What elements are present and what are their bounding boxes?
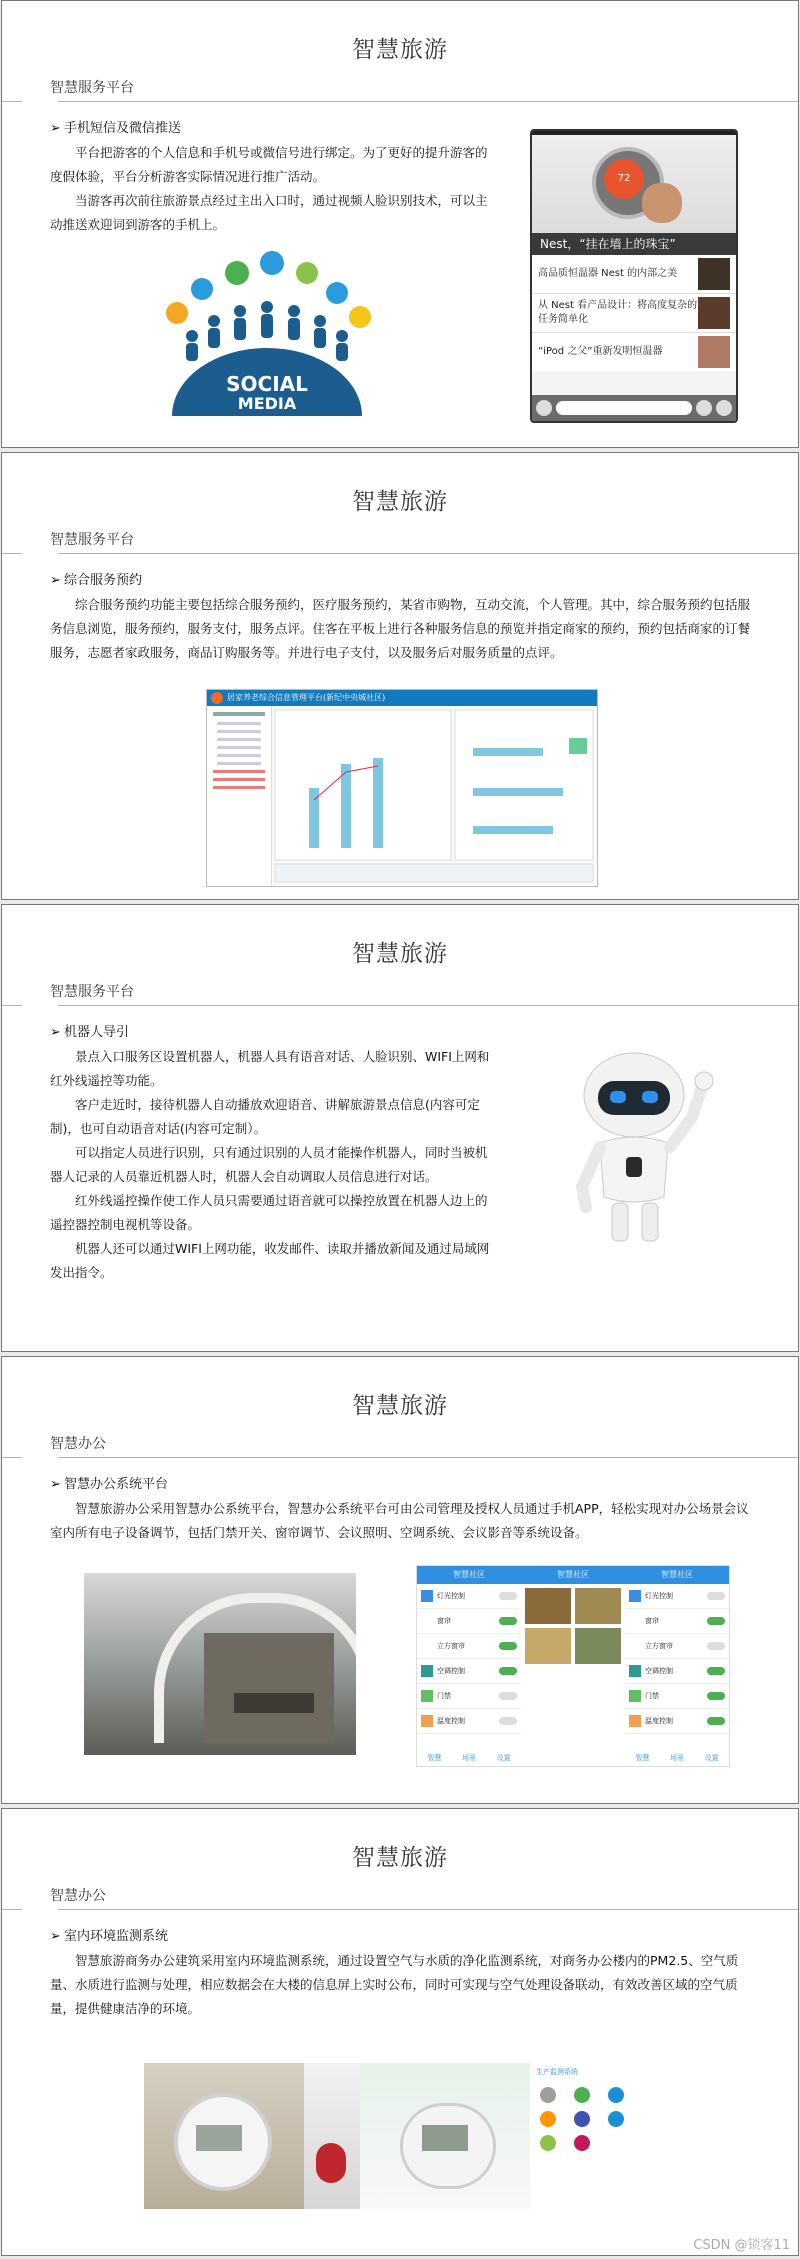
tab[interactable]: 场景 [669, 1754, 684, 1762]
dashboard-sidebar [207, 706, 272, 886]
tablet-icon [326, 282, 348, 304]
sensor-icon[interactable] [540, 2111, 556, 2127]
app-header: 智慧社区 [625, 1566, 729, 1584]
speaker-icon[interactable] [536, 400, 552, 416]
slide-title: 智慧旅游 [352, 941, 448, 967]
app-header: 智慧社区 [417, 1566, 521, 1584]
paragraph: 智慧旅游商务办公建筑采用室内环境监测系统，通过设置空气与水质的净化监测系统，对商务办公楼内的PM2.5、空气质量、水质进行监测与处理，相应数据会在大楼的信息屏上实时公布，同时可实现与空气处理设备联动，有效改善区域的空气质量，提供健康洁净的环境。 [50, 1953, 739, 2016]
paragraph: 当游客再次前往旅游景点经过主出入口时，通过视频人脸识别技术，可以主动推送欢迎词到游客的手机上。 [50, 193, 488, 232]
list-item[interactable]: 从 Nest 看产品设计：将高度复杂的任务简单化 [532, 294, 736, 333]
section-heading: ➢ 综合服务预约 [50, 569, 750, 593]
sensor-icon[interactable] [574, 2087, 590, 2103]
interior-photo [304, 2063, 360, 2209]
divider [2, 1457, 798, 1458]
slide-subtitle: 智慧服务平台 [50, 984, 134, 1000]
dashboard-charts [273, 708, 595, 884]
monitor-collage [144, 2063, 644, 2209]
sensor-icon[interactable] [540, 2087, 556, 2103]
list-item[interactable]: 温度控制 [417, 1709, 521, 1734]
sensor-icon[interactable] [608, 2111, 624, 2127]
arrow-bullet-icon: ➢ [50, 1025, 61, 1040]
arrow-bullet-icon: ➢ [50, 1477, 61, 1492]
list-item[interactable]: 高品质恒温器 Nest 的内部之美 [532, 255, 736, 294]
cloud-icon [260, 251, 284, 275]
app-screen-left [417, 1566, 522, 1766]
list-item[interactable]: 空调控制 [625, 1659, 729, 1684]
scene-thumbnail[interactable] [525, 1588, 571, 1624]
plus-icon[interactable] [716, 400, 732, 416]
tab[interactable]: 场景 [461, 1754, 476, 1762]
section-heading: ➢ 室内环境监测系统 [50, 1925, 750, 1949]
thermostat-photo [532, 135, 736, 233]
slide-body [50, 1925, 750, 2021]
thermostat-value: 72 [604, 159, 644, 199]
phone-mockup [530, 129, 738, 423]
app-title: 生产监测系统 [536, 2068, 578, 2076]
article-thumbnail [698, 297, 730, 329]
section-heading: ➢ 手机短信及微信推送 [50, 117, 494, 141]
slide-body [50, 1021, 498, 1285]
list-item[interactable]: 门禁 [625, 1684, 729, 1709]
section-heading: ➢ 智慧办公系统平台 [50, 1473, 750, 1497]
paragraph: 综合服务预约功能主要包括综合服务预约，医疗服务预约，某省市购物，互动交流，个人管理。其中，综合服务预约包括服务信息浏览，服务预约，服务支付，服务点评。住客在平板上进行各种服务信息的预览并指定商家的预约，预约包括商家的订餐服务，志愿者家政服务，商品订购服务等。并进行电子支付，以及服务后对服务质量的点评。 [50, 597, 751, 660]
slide-title: 智慧旅游 [352, 489, 448, 515]
app-header: 智慧社区 [521, 1566, 625, 1584]
robot-illustration [542, 1047, 722, 1247]
list-item[interactable]: 灯光控制 [417, 1584, 521, 1609]
message-input[interactable] [556, 401, 692, 415]
slide-subtitle: 智慧服务平台 [50, 532, 134, 548]
tab-bar [625, 1750, 729, 1766]
tab[interactable]: 智慧 [427, 1754, 442, 1762]
scene-grid [521, 1584, 625, 1668]
app-screen-right [625, 1566, 729, 1766]
slide-3 [1, 904, 799, 1352]
sensor-icon[interactable] [608, 2087, 624, 2103]
paragraph: 红外线遥控操作使工作人员只需要通过语音就可以操控放置在机器人边上的遥控器控制电视机等设备。 [50, 1193, 488, 1232]
paragraph: 可以指定人员进行识别，只有通过识别的人员才能操作机器人，同时当被机器人记录的人员靠近机器人时，机器人会自动调取人员信息进行对话。 [50, 1145, 488, 1184]
desktop-monitor-photo [360, 2063, 530, 2209]
sensor-icon[interactable] [540, 2135, 556, 2151]
app-screen-middle [521, 1566, 626, 1766]
scene-thumbnail[interactable] [575, 1628, 621, 1664]
paragraph: 智慧旅游办公采用智慧办公系统平台，智慧办公系统平台可由公司管理及授权人员通过手机APP，轻松实现对办公场景会议室内所有电子设备调节，包括门禁开关、窗帘调节、会议照明、空调系统、会议影音等系统设备。 [50, 1501, 749, 1540]
list-item[interactable]: 窗帘 [625, 1609, 729, 1634]
dashboard-title: 居家养老综合信息管理平台(新纪中央城社区) [207, 690, 597, 706]
tab[interactable]: 智慧 [635, 1754, 650, 1762]
list-item[interactable]: 窗帘 [417, 1609, 521, 1634]
article-thumbnail [698, 258, 730, 290]
office-photo [84, 1573, 356, 1755]
slide-subtitle: 智慧办公 [50, 1888, 106, 1904]
list-item[interactable]: 空调控制 [417, 1659, 521, 1684]
slide-body [50, 117, 494, 237]
paragraph: 平台把游客的个人信息和手机号或微信号进行绑定。为了更好的提升游客的度假体验，平台分析游客实际情况进行推广活动。 [50, 145, 488, 184]
paragraph: 机器人还可以通过WIFI上网功能，收发邮件、读取并播放新闻及通过局域网发出指令。 [50, 1241, 490, 1280]
slide-body [50, 1473, 750, 1545]
section-heading: ➢ 机器人导引 [50, 1021, 498, 1045]
divider [2, 1005, 798, 1006]
scene-thumbnail[interactable] [575, 1588, 621, 1624]
tab[interactable]: 设置 [496, 1754, 511, 1762]
dashboard-screenshot [206, 689, 598, 887]
scene-thumbnail[interactable] [525, 1628, 571, 1664]
slide-title: 智慧旅游 [352, 1845, 448, 1871]
slide-title: 智慧旅游 [352, 37, 448, 63]
paragraph: 客户走近时，接待机器人自动播放欢迎语音、讲解旅游景点信息(内容可定制)，也可自动语音对话(内容可定制）。 [50, 1097, 480, 1136]
slide-4 [1, 1356, 799, 1804]
social-media-illustration [152, 251, 382, 416]
divider [2, 1909, 798, 1910]
slide-body [50, 569, 750, 665]
watermark: CSDN @锁客11 [693, 2238, 790, 2253]
list-item[interactable]: 立方窗帘 [417, 1634, 521, 1659]
slide-title: 智慧旅游 [352, 1393, 448, 1419]
slide-subtitle: 智慧服务平台 [50, 80, 134, 96]
slide-2 [1, 452, 799, 900]
logo-icon [211, 692, 223, 704]
tab-bar [417, 1750, 521, 1766]
list-item[interactable]: 门禁 [417, 1684, 521, 1709]
chat-bubble-icon [166, 302, 188, 324]
app-screens [416, 1565, 730, 1767]
list-item[interactable]: 立方窗帘 [625, 1634, 729, 1659]
globe-icon [191, 278, 213, 300]
phone-headline: Nest，“挂在墙上的珠宝” [532, 233, 736, 255]
list-item[interactable]: 灯光控制 [625, 1584, 729, 1609]
arrow-bullet-icon: ➢ [50, 573, 61, 588]
phone-toolbar [532, 395, 736, 421]
slide-5 [1, 1808, 799, 2256]
list-item[interactable]: 温度控制 [625, 1709, 729, 1734]
emoji-icon[interactable] [696, 400, 712, 416]
arrow-bullet-icon: ➢ [50, 121, 61, 136]
list-item[interactable]: “iPod 之父”重新发明恒温器 [532, 333, 736, 371]
lightbulb-icon [349, 306, 371, 328]
media-text: MEDIA [237, 394, 297, 413]
paragraph: 景点入口服务区设置机器人，机器人具有语音对话、人脸识别、WIFI上网和红外线遥控等功能。 [50, 1049, 490, 1088]
divider [2, 101, 798, 102]
phone-icon [296, 262, 318, 284]
briefcase-icon [225, 261, 249, 285]
tab[interactable]: 设置 [704, 1754, 719, 1762]
sensor-icon[interactable] [574, 2111, 590, 2127]
sensor-icon[interactable] [574, 2135, 590, 2151]
monitor-app-screen [530, 2063, 644, 2209]
social-text: SOCIAL [226, 372, 308, 396]
wall-monitor-photo [144, 2063, 304, 2209]
arrow-bullet-icon: ➢ [50, 1929, 61, 1944]
article-thumbnail [698, 336, 730, 368]
slide-subtitle: 智慧办公 [50, 1436, 106, 1452]
slide-1 [1, 0, 799, 448]
divider [2, 553, 798, 554]
